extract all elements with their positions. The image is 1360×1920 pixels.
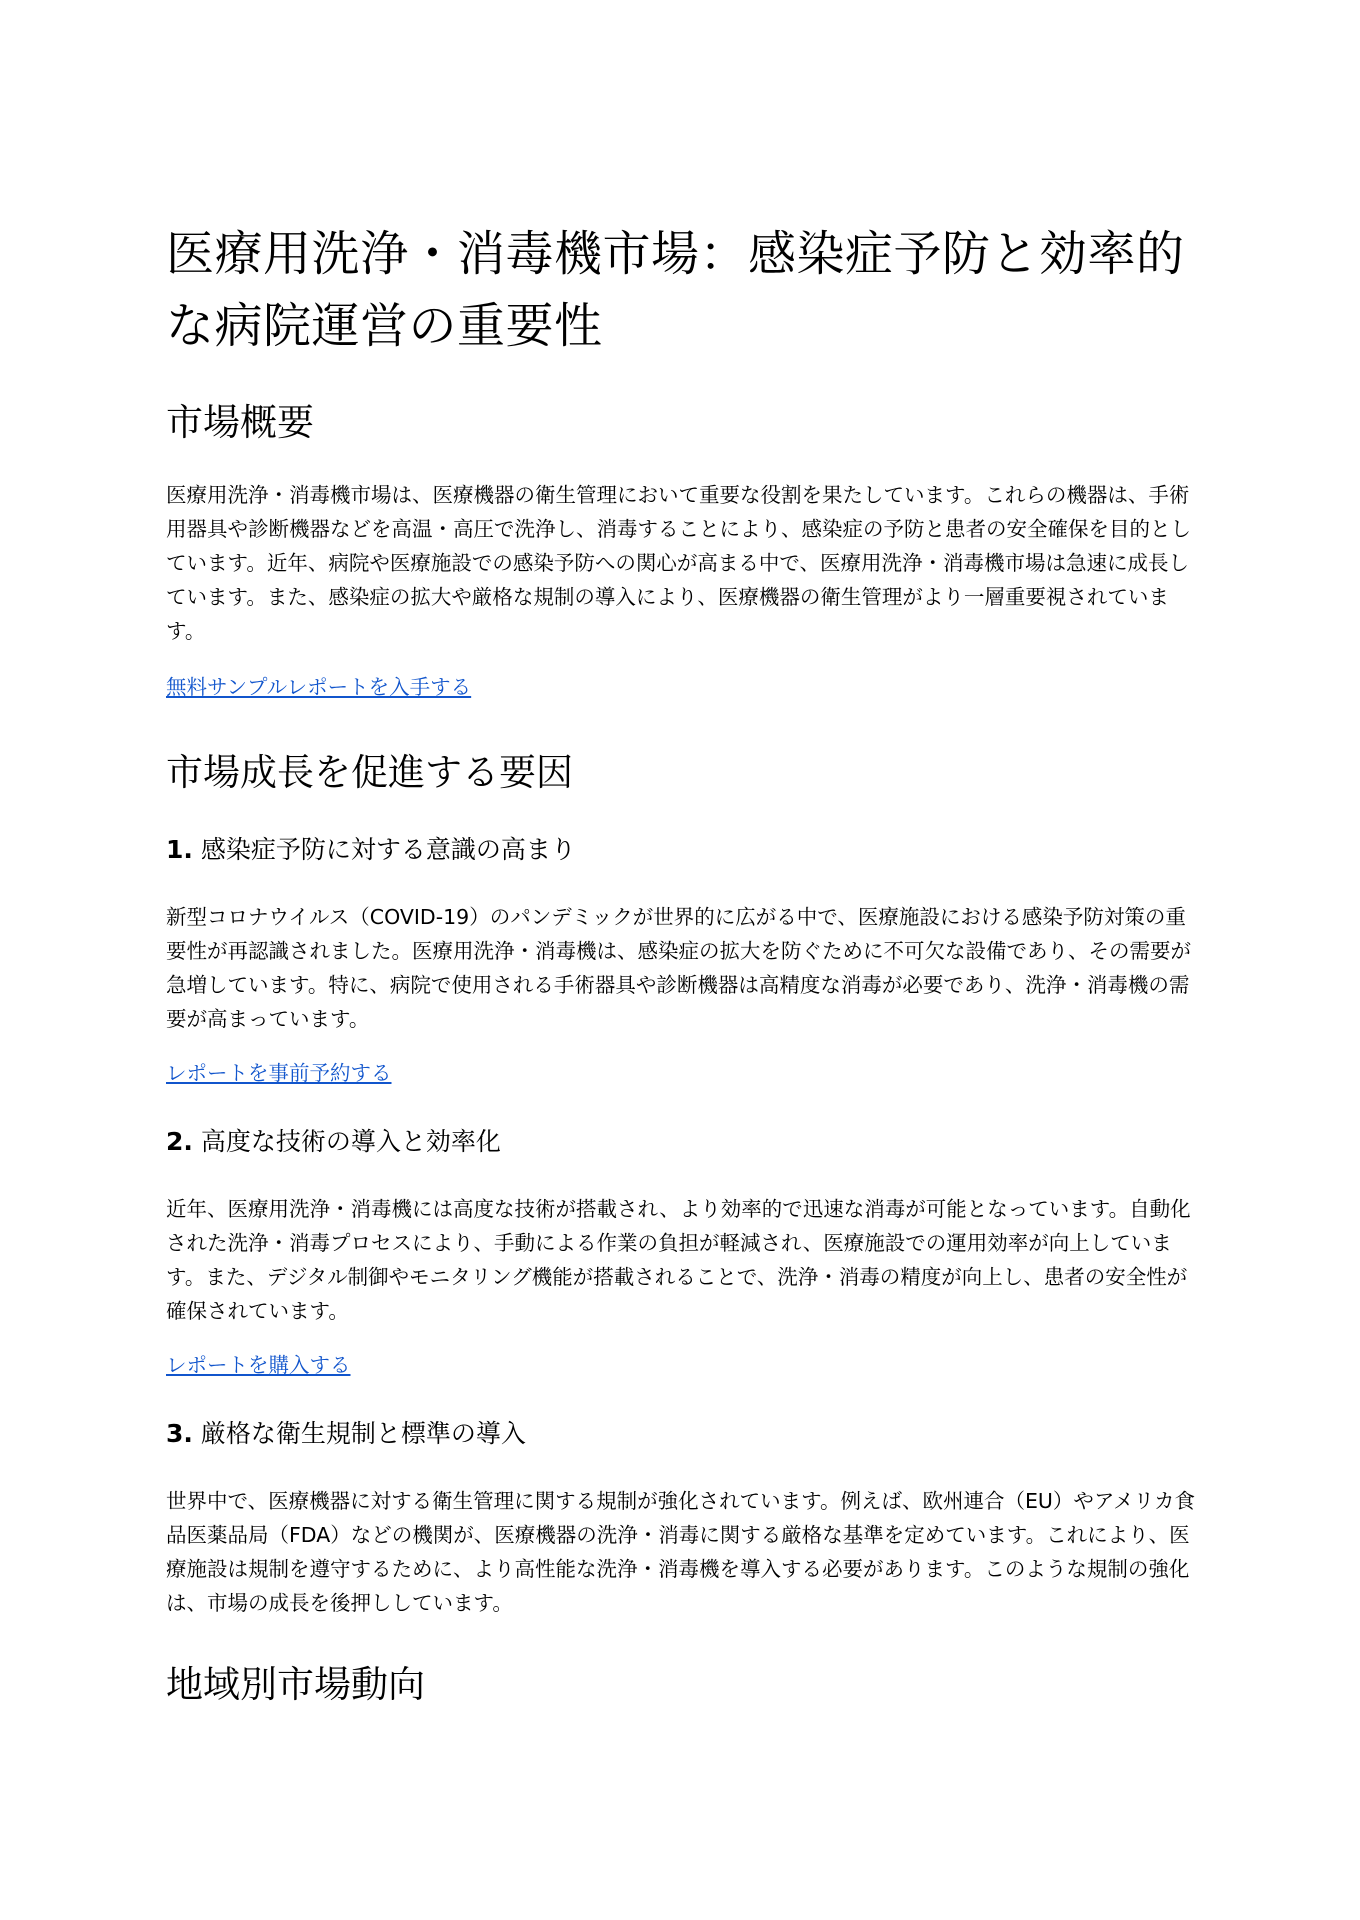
factor-number: 2. xyxy=(166,1127,193,1156)
market-overview-paragraph: 医療用洗浄・消毒機市場は、医療機器の衛生管理において重要な役割を果たしています。これらの機器は、手術用器具や診断機器などを高温・高圧で洗浄し、消毒することにより、感染症の予防と患者の安全確保を目的としています。近年、病院や医療施設での感染予防への関心が高まる中で、医療用洗浄・消毒機市場は急速に成長しています。また、感染症の拡大や厳格な規制の導入により、医療機器の衛生管理がより一層重要視されています。 xyxy=(166,483,1191,643)
factor-heading-2 xyxy=(166,1124,501,1160)
factor-2-paragraph: 近年、医療用洗浄・消毒機には高度な技術が搭載され、より効率的で迅速な消毒が可能となっています。自動化された洗浄・消毒プロセスにより、手動による作業の負担が軽減され、医療施設での運用効率が向上しています。また、デジタル制御やモニタリング機能が搭載されることで、洗浄・消毒の精度が向上し、患者の安全性が確保されています。 xyxy=(166,1197,1191,1323)
section-heading-growth-factors: 市場成長を促進する要因 xyxy=(166,751,573,794)
page-title: 医療用洗浄・消毒機市場：感染症予防と効率的な病院運営の重要性 xyxy=(166,226,1185,354)
free-sample-report-link[interactable]: 無料サンプルレポートを入手する xyxy=(166,675,472,699)
factor-title: 厳格な衛生規制と標準の導入 xyxy=(200,1419,526,1448)
factor-number: 1. xyxy=(166,835,193,864)
section-heading-market-overview: 市場概要 xyxy=(166,401,314,444)
factor-1-paragraph: 新型コロナウイルス（COVID-19）のパンデミックが世界的に広がる中で、医療施設における感染予防対策の重要性が再認識されました。医療用洗浄・消毒機は、感染症の拡大を防ぐために不可欠な設備であり、その需要が急増しています。特に、病院で使用される手術器具や診断機器は高精度な消毒が必要であり、洗浄・消毒機の需要が高まっています。 xyxy=(166,905,1191,1031)
section-heading-regional-trends: 地域別市場動向 xyxy=(166,1663,425,1706)
factor-number: 3. xyxy=(166,1419,193,1448)
factor-title: 高度な技術の導入と効率化 xyxy=(200,1127,501,1156)
purchase-report-link[interactable]: レポートを購入する xyxy=(166,1353,351,1377)
factor-3-paragraph: 世界中で、医療機器に対する衛生管理に関する規制が強化されています。例えば、欧州連合（EU）やアメリカ食品医薬品局（FDA）などの機関が、医療機器の洗浄・消毒に関する厳格な基準を定めています。これにより、医療施設は規制を遵守するために、より高性能な洗浄・消毒機を導入する必要があります。このような規制の強化は、市場の成長を後押ししています。 xyxy=(166,1489,1195,1615)
factor-heading-1 xyxy=(166,832,576,868)
pre-order-report-link[interactable]: レポートを事前予約する xyxy=(166,1061,392,1085)
factor-title: 感染症予防に対する意識の高まり xyxy=(200,835,576,864)
document-page xyxy=(166,0,1206,1920)
factor-heading-3 xyxy=(166,1416,526,1452)
